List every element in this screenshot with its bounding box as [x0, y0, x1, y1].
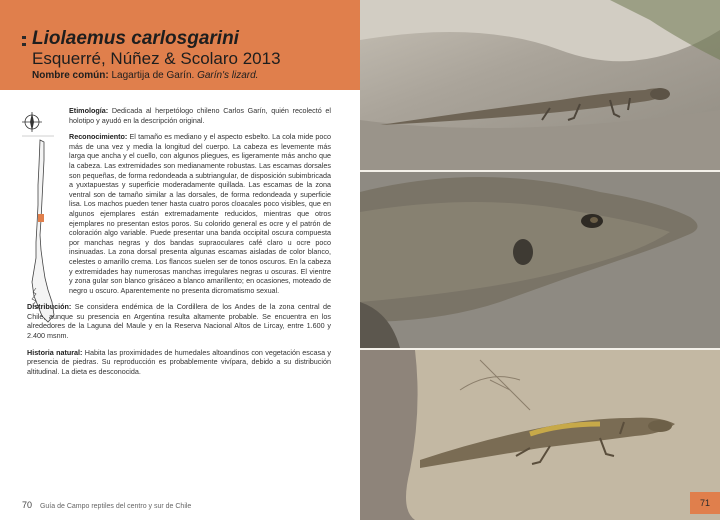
etymology-text: Dedicada al herpetólogo chileno Carlos Garín, quién recolectó el holotipo y ayudó en la descripción original.: [69, 106, 331, 125]
distribution-text: Se considera endémica de la Cordillera de los Andes de la zona central de Chile, aunque su presencia en Argentina resulta altamente probable. Se encuentra en los alrededores de la Laguna del Maule y en la Reserva Nacional Altos de Lircay, entre 1.600 y 2.400 msnm.: [27, 302, 331, 341]
recognition-paragraph: [27, 132, 331, 295]
footer-book-title: Guía de Campo reptiles del centro y sur de Chile: [39, 503, 192, 510]
page-number-right: 71: [690, 492, 720, 514]
lizard-photo-middle: [360, 172, 720, 348]
recognition-text: El tamaño es mediano y el aspecto esbelto. La cola mide poco más de una vez y media la longitud del cuerpo. La cabeza es levemente más larga que ancha y el cuello, con algunos pliegues, es ligeramente más ancho que la cabeza. Las extremidades son medianamente robustas. Las escamas dorsales son pequeñas, de forma redondeada a subtriangular, de disposición subimbricada a yuxtapuestas y superficie moderadamente quillada. Las escamas de la zona ventral son de tamaño similar a las dorsales, de forma redondeada y superficie lisa. Los machos pueden tener hasta cuatro poros cloacales poco visibles, que en algunos ejemplares están extremadamente reducidos, mientras que otros ejemplares no presentan estos poros. Su colorido general es ocre y el patrón de coloración algo variable. Puede presentar una banda occipital oscura compuesta por manchas negras y dos bandas supraoculares café claro u ocre poco insinuadas. La zona dorsal presenta algunas escamas aisladas de color blanco, celestes o amarillo crema. Los flancos suelen ser de tonos oscuros. En la cabeza y extremidades hay numerosas manchas irregulares negras u oscuras. El vientre y zona gular son blanco grisáceo a blanco amarillento; en ocasiones, moteado de negro u oscuro. Aparentemente no presenta dicromatismo sexual.: [69, 132, 332, 295]
natural-history-paragraph: [27, 348, 331, 377]
lizard-photo-top: [360, 0, 720, 170]
common-name: [32, 70, 258, 81]
species-name: Liolaemus carlosgarini: [32, 28, 239, 49]
common-name-label: Nombre común:: [32, 70, 109, 81]
common-name-en: Garín's lizard.: [197, 70, 259, 81]
footer-left: [22, 500, 191, 510]
page-number-left: 70: [22, 500, 33, 510]
species-authors: Esquerré, Núñez & Scolaro 2013: [32, 49, 281, 68]
etymology-label: Etimología:: [69, 106, 109, 115]
distribution-label: Distribución:: [27, 302, 72, 312]
right-page: [360, 0, 720, 520]
etymology-paragraph: [27, 106, 331, 125]
natural-history-label: Historia natural:: [27, 347, 83, 357]
natural-history-text: Habita las proximidades de humedales altoandinos con vegetación escasa y presencia de piedras. Su reproducción es probablemente vivípara, debido a su distribución altitudinal. La dieta es desconocida.: [27, 347, 331, 376]
recognition-label: Reconocimiento:: [69, 132, 128, 142]
common-name-es: Lagartija de Garín.: [111, 70, 195, 81]
species-description: [27, 106, 331, 383]
distribution-paragraph: [27, 302, 331, 340]
lizard-photo-middle-image: [360, 172, 720, 348]
lizard-photo-bottom-image: [360, 350, 720, 520]
lizard-photo-bottom: [360, 350, 720, 520]
lizard-photo-top-image: [360, 0, 720, 170]
title-marker-icon: [22, 36, 26, 46]
